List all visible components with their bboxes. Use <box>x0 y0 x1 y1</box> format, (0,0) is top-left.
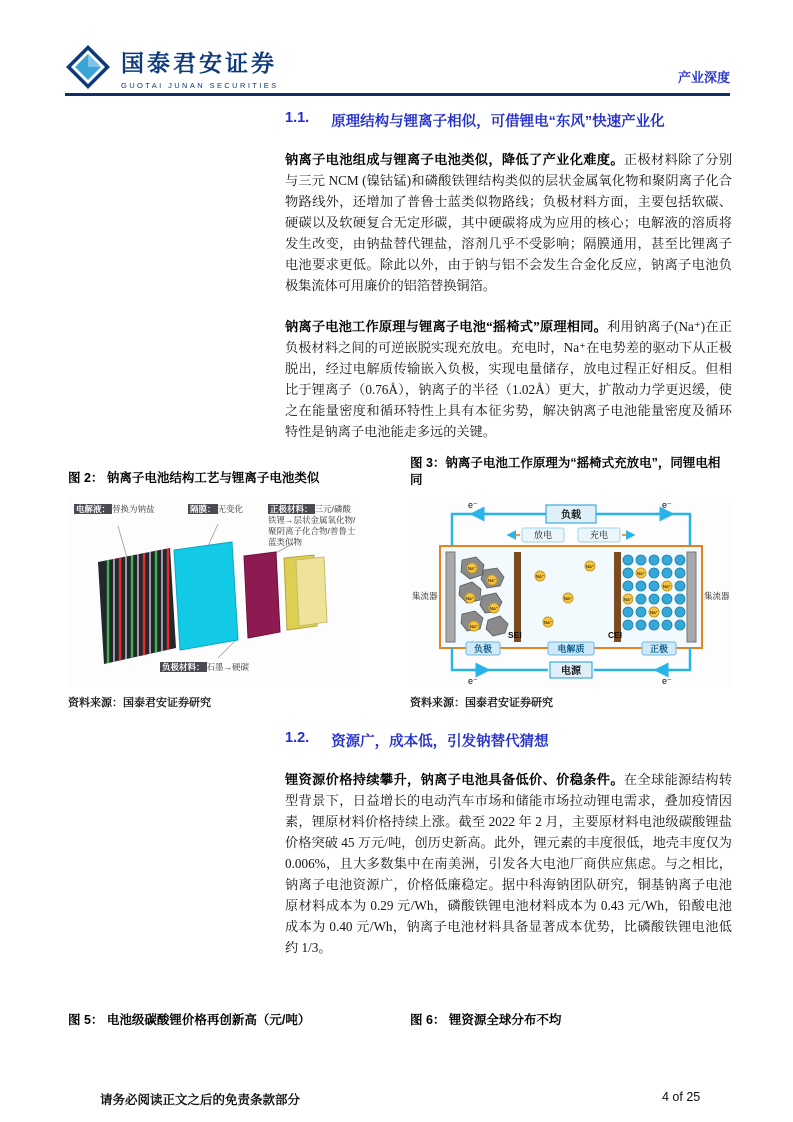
figure-2-caption: 图 2： 钠离子电池结构工艺与锂离子电池类似 <box>68 471 320 485</box>
separator-label-name: 隔膜： <box>190 504 216 514</box>
figure-3-image <box>410 498 732 688</box>
separator-sheet <box>174 542 238 650</box>
cathode-label: 正极 <box>649 644 669 654</box>
na-ion-label: Na⁺ <box>662 584 672 589</box>
collector-right-label: 集流器 <box>704 591 730 601</box>
figure-2-image <box>68 498 360 688</box>
electrolyte-label-value: 替换为钠盐 <box>112 504 155 514</box>
na-ion-label: Na⁺ <box>487 578 497 583</box>
anode-label-value: 石墨→硬碳 <box>206 662 250 672</box>
paragraph-3-text: 在全球能源结构转型背景下，日益增长的电动汽车市场和储能市场拉动锂电需求，叠加疫情因素，锂原材料价格持续上涨。截至 2022 年 2 月，主要原材料电池级碳酸锂盐价格突破 45 万元/吨，创历史新高。此外，锂元素的丰度很低，地壳丰度仅为 0.006%，且大多数集中在南美洲，引发各大电池厂商供应焦虑。与之相比，钠离子电池资源广，价格低廉稳定。据中科海钠团队研究，铜基钠离子电池原材料成本为 0.29 元/Wh，磷酸铁锂电池材料成本为 0.43 元/Wh，铅酸电池成本为 0.40 元/Wh，钠离子电池材料具备显著成本优势，比磷酸铁锂电池低约 1/3。 <box>285 772 733 955</box>
paragraph-3-lead: 锂资源价格持续攀升，钠离子电池具备低价、价稳条件。 <box>285 772 624 787</box>
load-label: 负载 <box>561 510 581 521</box>
figure2-separator-label <box>188 504 266 515</box>
paragraph-3 <box>285 769 732 958</box>
paragraph-1-lead: 钠离子电池组成与锂离子电池类似，降低了产业化难度。 <box>285 152 624 167</box>
paragraph-1-text: 正极材料除了分别与三元 NCM (镍钴锰)和磷酸铁锂结构类似的层状金属氧化物和聚阴离子化合物路线外，还增加了普鲁士蓝类似物路线；负极材料方面，主要包括软碳、硬碳以及软硬复合无定形碳，其中硬碳将成为应用的核心；电解液的溶质将发生改变，由钠盐替代锂盐，溶剂几乎不受影响；隔膜通用，甚至比锂离子电池要求更低。除此以外，由于钠与铝不会发生合金化反应，钠离子电池负极集流体可用廉价的铝箔替换铜箔。 <box>285 152 733 293</box>
paragraph-2 <box>285 316 732 442</box>
cei-label: CEI <box>608 630 623 640</box>
na-ion-label: Na⁺ <box>649 610 659 615</box>
battery-case <box>98 544 176 668</box>
cathode-label-value: 三元/磷酸铁锂→层状金属氧化物/聚阴离子化合物/普鲁士蓝类似物 <box>268 504 356 548</box>
collector-left-label: 集流器 <box>412 591 438 601</box>
current-collector-left <box>446 552 455 642</box>
section-1-1-number: 1.1. <box>285 110 310 126</box>
discharge-label: 放电 <box>533 530 553 540</box>
power-label: 电源 <box>561 666 581 677</box>
anode-label-name: 负极材料： <box>162 662 205 672</box>
sei-layer <box>514 552 521 642</box>
figure-5-caption: 图 5： 电池级碳酸锂价格再创新高（元/吨） <box>68 1013 311 1027</box>
paragraph-2-lead: 钠离子电池工作原理与锂离子电池“摇椅式”原理相同。 <box>285 319 608 334</box>
electron-label: e⁻ <box>468 500 478 510</box>
brand-logo <box>65 44 279 90</box>
header-divider <box>65 93 730 96</box>
na-ion-label: Na⁺ <box>469 624 479 629</box>
na-ion-label: Na⁺ <box>585 564 595 569</box>
na-ion-label: Na⁺ <box>636 571 646 576</box>
figure-3-caption: 图 3：钠离子电池工作原理为“摇椅式充放电”，同锂电相同 <box>410 456 721 487</box>
separator-label-value: 无变化 <box>217 504 244 514</box>
sei-label: SEI <box>508 630 522 640</box>
section-1-2-heading <box>285 730 733 751</box>
na-ion-label: Na⁺ <box>543 620 553 625</box>
electron-label: e⁻ <box>662 676 672 686</box>
electrolyte-label-name: 电解液： <box>76 504 111 514</box>
working-principle-drawing <box>410 498 732 688</box>
anode-label: 负极 <box>473 644 493 654</box>
figure2-anode-label <box>160 662 300 673</box>
cei-layer <box>614 552 621 642</box>
na-ion-label: Na⁺ <box>623 597 633 602</box>
na-ion-label: Na⁺ <box>489 606 499 611</box>
paragraph-2-text: 利用钠离子(Na⁺)在正负极材料之间的可逆嵌脱实现充放电。充电时，Na⁺在电势差的驱动下从正极脱出，经过电解质传输嵌入负极，实现电量储存，放电过程正好相反。但相比于锂离子（0.76Å），钠离子的半径（1.02Å）更大，扩散动力学更迟缓，使之在能量密度和循环特性上具有本征劣势，解决钠离子电池能量密度及循环特性是钠离子电池能走多远的关键。 <box>285 319 732 439</box>
footer-page-number: 4 of 25 <box>662 1090 701 1104</box>
brand-text <box>121 45 279 90</box>
electrolyte-label: 电解质 <box>557 644 585 654</box>
electron-label: e⁻ <box>468 676 478 686</box>
figure-6-caption: 图 6： 锂资源全球分布不均 <box>410 1013 562 1027</box>
brand-name-cn: 国泰君安证券 <box>121 49 277 76</box>
section-1-1-heading <box>285 110 733 131</box>
na-ion-label: Na⁺ <box>467 566 477 571</box>
paragraph-1 <box>285 149 732 296</box>
section-1-1-title: 原理结构与锂离子相似，可借锂电“东风”快速产业化 <box>331 114 665 130</box>
footer-disclaimer: 请务必阅读正文之后的免责条款部分 <box>100 1093 301 1107</box>
report-header <box>65 34 730 90</box>
cathode-sheet <box>244 552 280 638</box>
electron-label: e⁻ <box>662 500 672 510</box>
section-1-2-number: 1.2. <box>285 730 310 746</box>
charge-label: 充电 <box>589 530 609 540</box>
brand-name-en: GUOTAI JUNAN SECURITIES <box>121 80 279 90</box>
anode-sheet-front <box>296 557 327 626</box>
cathode-label-name: 正极材料： <box>270 504 313 514</box>
brand-diamond-icon <box>65 44 111 90</box>
section-1-2-title: 资源广，成本低，引发钠替代猜想 <box>331 734 549 750</box>
figure-3-source: 资料来源：国泰君安证券研究 <box>410 697 553 709</box>
figure2-cathode-label <box>268 504 356 548</box>
na-ion-label: Na⁺ <box>465 596 475 601</box>
figure2-electrolyte-label <box>74 504 174 515</box>
current-collector-right <box>687 552 696 642</box>
report-category-tag: 产业深度 <box>677 70 730 85</box>
na-ion-label: Na⁺ <box>563 596 573 601</box>
figure-2-source: 资料来源：国泰君安证券研究 <box>68 697 211 709</box>
na-ion-label: Na⁺ <box>535 574 545 579</box>
